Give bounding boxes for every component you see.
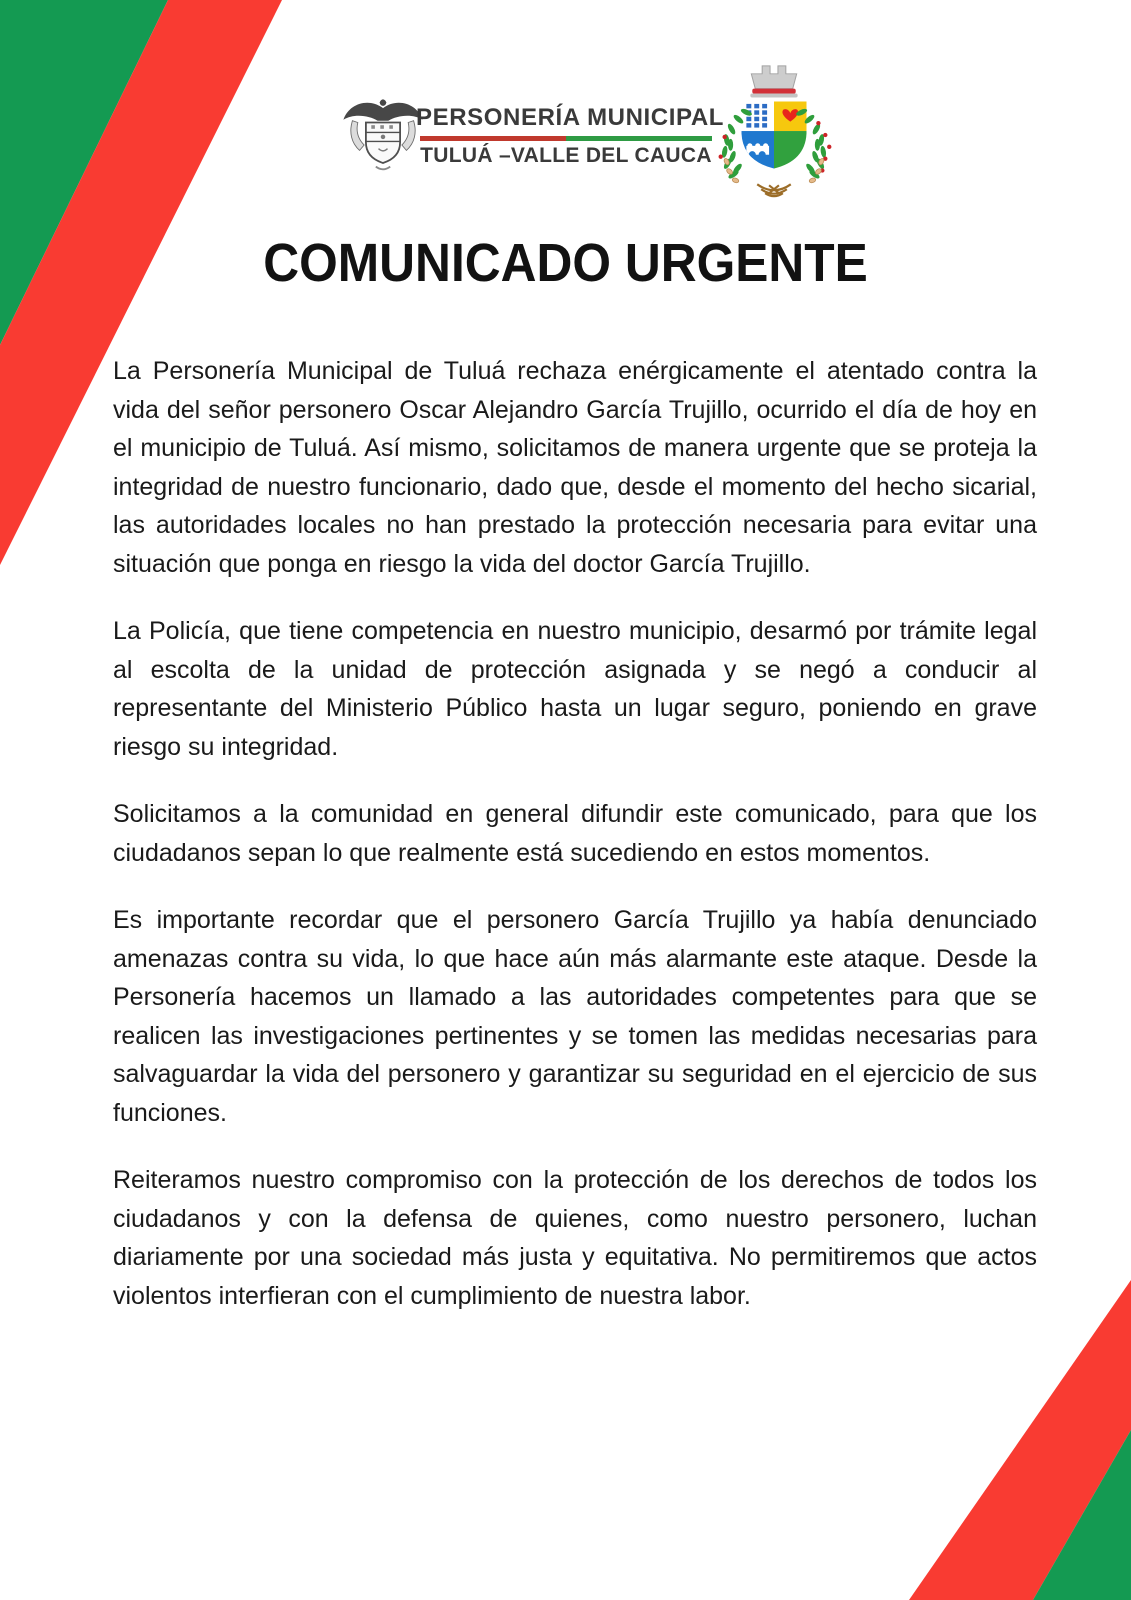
letterhead-divider <box>420 136 712 141</box>
tulua-crest-graphic <box>700 60 848 208</box>
page-title <box>0 232 1131 294</box>
divider-red-segment <box>420 136 566 141</box>
body-paragraph-3: Solicitamos a la comunidad en general difundir este comunicado, para que los ciudadanos sepan lo que realmente está sucediendo en estos momentos. <box>113 800 1037 867</box>
colombia-coat-of-arms-graphic <box>338 90 428 182</box>
page-title-text: COMUNICADO URGENTE <box>263 233 868 293</box>
divider-green-segment <box>566 136 712 141</box>
body-paragraph-4: Es importante recordar que el personero García Trujillo ya había denunciado amenazas contra su vida, lo que hace aún más alarmante este ataque. Desde la Personería hacemos un llamado a las autoridades competentes para que se realicen las investigaciones pertinentes y se tomen las medidas necesarias para salvaguardar la vida del personero y garantizar su seguridad en el ejercicio de sus funciones. <box>113 906 1037 1127</box>
body-paragraph-1: La Personería Municipal de Tuluá rechaza enérgicamente el atentado contra la vida del señor personero Oscar Alejandro García Trujillo, ocurrido el día de hoy en el municipio de Tuluá. Así mismo, solicitamos de manera urgente que se proteja la integridad de nuestro funcionario, dado que, desde el momento del hecho sicarial, las autoridades locales no han prestado la protección necesaria para evitar una situación que ponga en riesgo la vida del doctor García Trujillo. <box>113 357 1037 578</box>
letterhead-text <box>416 104 725 168</box>
tulua-crest-icon <box>700 60 848 208</box>
colombia-coat-of-arms-icon <box>338 90 428 182</box>
org-location: TULUÁ –VALLE DEL CAUCA <box>420 143 712 167</box>
org-name: PERSONERÍA MUNICIPAL <box>416 104 725 131</box>
communique-body <box>113 352 1037 1344</box>
body-paragraph-2: La Policía, que tiene competencia en nuestro municipio, desarmó por trámite legal al escolta de la unidad de protección asignada y se negó a conducir al representante del Ministerio Público hasta un lugar seguro, poniendo en grave riesgo su integridad. <box>113 617 1037 761</box>
body-paragraph-5: Reiteramos nuestro compromiso con la protección de los derechos de todos los ciudadanos y con la defensa de quienes, como nuestro personero, luchan diariamente por una sociedad más justa y equitativa. No permitiremos que actos violentos interfieran con el cumplimiento de nuestra labor. <box>113 1166 1037 1310</box>
